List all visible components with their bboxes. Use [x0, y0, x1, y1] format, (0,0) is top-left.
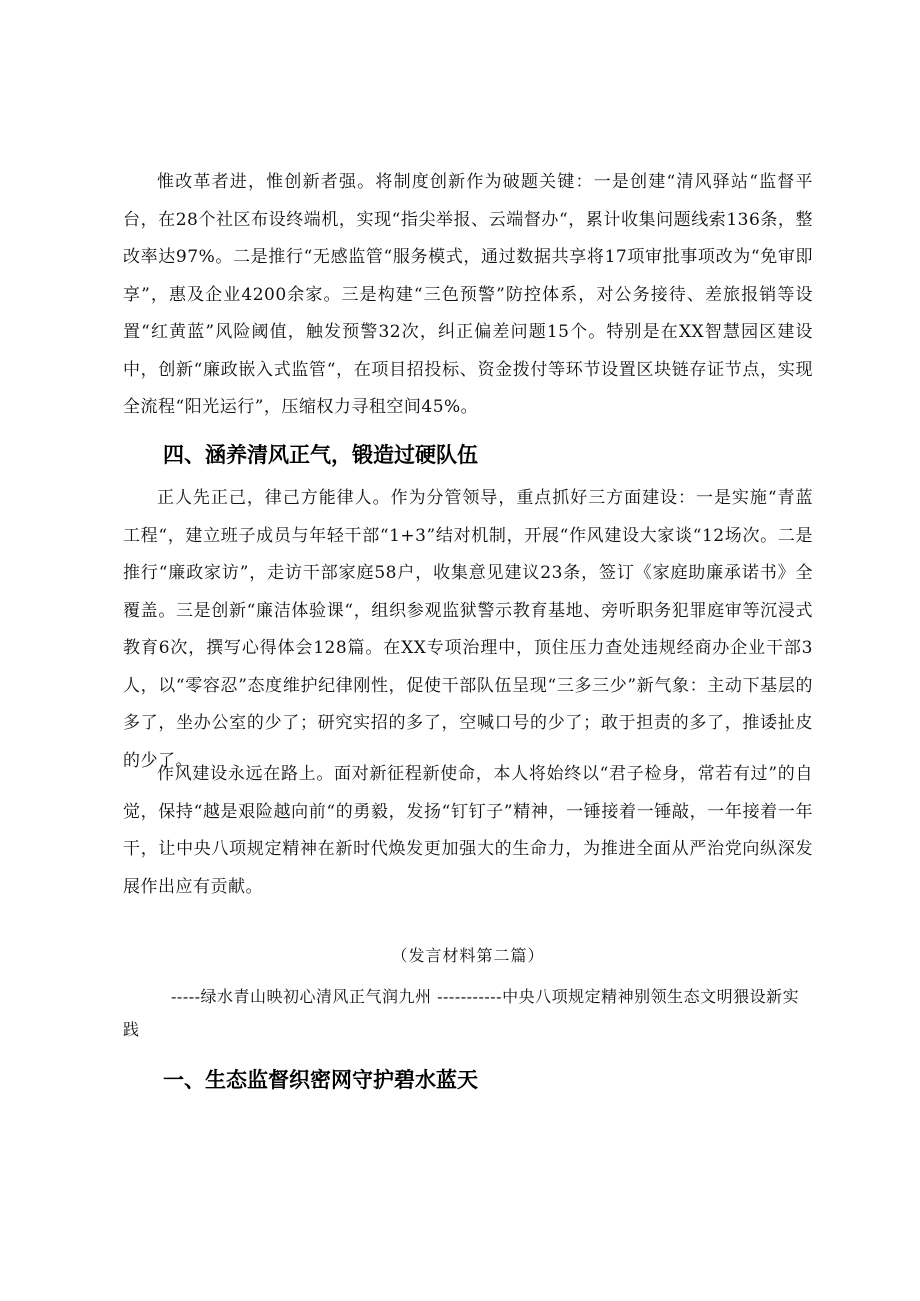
section-heading-four: 四、涵养清风正气，锻造过硬队伍: [163, 443, 478, 467]
paragraph-conclusion: 作风建设永远在路上。面对新征程新使命，本人将始终以“君子检身，常若有过”的自觉，保持“越是艰险越向前“的勇毅，发扬“钉钉子”精神，一锤接着一锤敲，一年接着一年干，让中央八项规定精神在新时代焕发更加强大的生命力，为推进全面从严治党向纵深发展作出应有贡献。: [123, 764, 813, 897]
section-marker: （发言材料第二篇）: [391, 946, 545, 965]
paragraph-institutional-innovation: 惟改革者进，惟创新者强。将制度创新作为破题关键：一是创建“清风驿站“监督平台，在28个社区布设终端机，实现“指尖举报、云端督办“，累计收集问题线索136条，整改率达97%。二是推行“无感监管“服务模式，通过数据共享将17项审批事项改为“免审即享”，惠及企业4200余家。三是构建“三色预警”防控体系，对公务接待、差旅报销等设置“红黄蓝”风险阈值，触发预警32次，纠正偏差问题15个。特别是在XX智慧园区建设中，创新“廉政嵌入式监管“，在项目招投标、资金拨付等环节设置区块链存证节点，实现全流程“阳光运行”，压缩权力寻租空间45%。: [123, 172, 813, 417]
paragraph-team-building: 正人先正己，律己方能律人。作为分管领导，重点抓好三方面建设：一是实施“青蓝工程“，建立班子成员与年轻干部“1+3”结对机制，开展“作风建设大家谈“12场次。二是推行“廉政家访”，走访干部家庭58户，收集意见建议23条，签订《家庭助廉承诺书》全覆盖。三是创新“廉洁体验课“，组织参观监狱警示教育基地、旁听职务犯罪庭审等沉浸式教育6次，撰写心得体会128篇。在XX专项治理中，顶住压力查处违规经商办企业干部3人，以“零容忍”态度维护纪律刚性，促使干部队伍呈现“三多三少”新气象：主动下基层的多了，坐办公室的少了；研究实招的多了，空喊口号的少了；敢于担责的多了，推诿扯皮的少了。: [123, 488, 813, 771]
document-subtitle: -----绿水青山映初心清风正气润九州 -----------中央八项规定精神别领生态文明猥设新实践: [123, 987, 800, 1039]
section-heading-one: 一、生态监督织密网守护碧水蓝天: [163, 1068, 478, 1092]
